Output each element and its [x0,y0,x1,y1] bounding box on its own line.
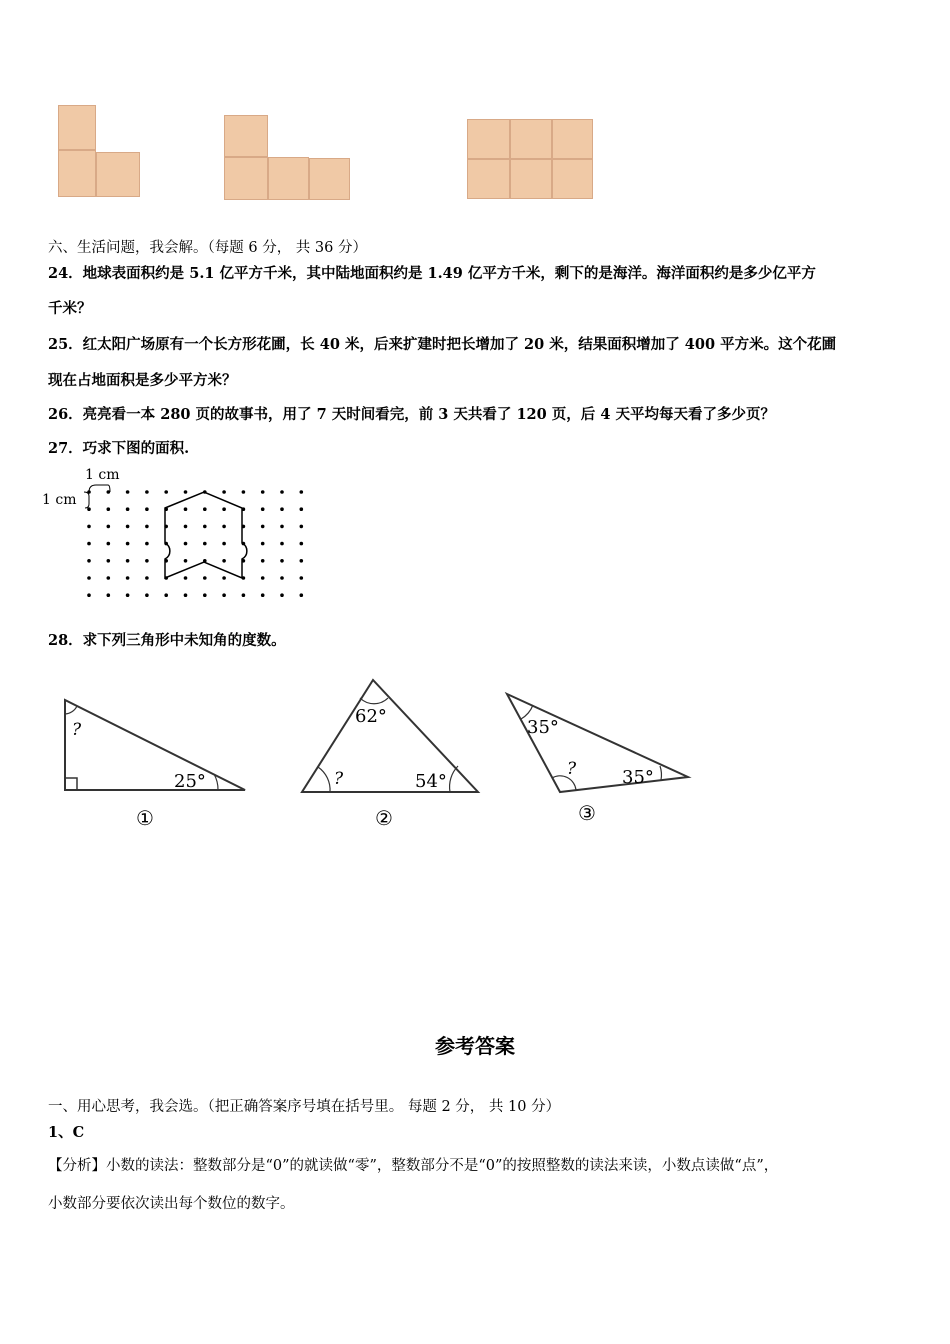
square [467,119,510,159]
unknown-angle-1: ? [72,720,82,740]
grid-dot [107,576,111,580]
analysis-line1: 【分析】小数的读法：整数部分是“0”的就读做“零”，整数部分不是“0”的按照整数的读法来读，小数点读做“点”， [48,1158,779,1174]
grid-dot [126,593,130,597]
grid-dot [87,507,91,511]
grid-dot [300,593,304,597]
square [58,150,96,197]
grid-dot [261,507,265,511]
grid-dot [222,559,226,563]
known-angle-1: 25° [174,771,206,792]
square [58,105,96,150]
grid-dot [280,559,284,563]
grid-dot [203,525,207,529]
grid-dot [107,525,111,529]
grid-dot [300,542,304,546]
triangle-2-label: ② [375,806,393,830]
grid-dot [126,542,130,546]
question-25-line2: 现在占地面积是多少平方米？ [48,372,237,389]
grid-dot [222,593,226,597]
square [552,119,593,159]
grid-dot [300,559,304,563]
grid-dot [145,542,149,546]
unknown-angle-3: ? [567,759,577,779]
answers-title: 参考答案 [435,1034,515,1058]
answers-section-heading: 一、用心思考，我会选。（把正确答案序号填在括号里。 每题 2 分， 共 10 分） [48,1099,561,1115]
grid-dot [203,507,207,511]
grid-dot [145,507,149,511]
grid-dot [280,593,284,597]
grid-dot [87,490,91,494]
square [96,152,140,197]
grid-dot [203,593,207,597]
grid-dot [222,507,226,511]
grid-dot [222,490,226,494]
triangle-2 [302,680,478,830]
grid-dot [280,576,284,580]
grid-dot [184,507,188,511]
grid-dot [300,576,304,580]
grid-dot [184,542,188,546]
grid-dot [107,593,111,597]
grid-dot [87,525,91,529]
grid-dot [222,576,226,580]
grid-dot [184,559,188,563]
grid-dot [203,542,207,546]
square [552,159,593,199]
grid-dot [184,525,188,529]
grid-dot [145,593,149,597]
grid-dot [222,525,226,529]
unit-label-horizontal: 1 cm [85,467,120,483]
triangles-figure [0,670,720,839]
analysis-line2: 小数部分要依次读出每个数位的数字。 [48,1196,295,1212]
grid-dot [184,593,188,597]
question-24-line1: 24．地球表面积约是 5.1 亿平方千米，其中陆地面积约是 1.49 亿平方千米，剩下的是海洋。海洋面积约是多少亿平方 [48,265,816,282]
grid-dot [280,525,284,529]
grid-dot [261,525,265,529]
grid-dot [261,542,265,546]
grid-dot [280,507,284,511]
grid-dot [242,593,246,597]
grid-dot [126,525,130,529]
square [467,159,510,199]
grid-dot [242,490,246,494]
question-24-line2: 千米？ [48,300,92,317]
grid-dot [87,593,91,597]
grid-dot [145,490,149,494]
answer-1: 1、C [48,1124,85,1141]
grid-dot [300,507,304,511]
grid-dot [87,576,91,580]
grid-dot [300,490,304,494]
unit-label-vertical: 1 cm [42,492,77,508]
top-angle-2: 62° [355,706,387,727]
triangle-1-label: ① [136,806,154,830]
square [309,158,350,200]
unknown-angle-2: ? [334,769,344,789]
triangle-3 [507,694,688,825]
right-angle-3: 35° [622,767,654,788]
grid-dot [126,507,130,511]
grid-dot [107,507,111,511]
grid-dot [87,542,91,546]
dot-grid-figure [40,460,340,609]
grid-dot [261,559,265,563]
grid-dot [107,542,111,546]
grid-dot [184,490,188,494]
section-heading: 六、生活问题，我会解。（每题 6 分， 共 36 分） [48,240,367,256]
square [224,115,268,157]
square [224,157,268,200]
grid-dot [261,490,265,494]
question-27: 27．巧求下图的面积. [48,440,190,457]
grid-dot [145,525,149,529]
grid-dot [145,576,149,580]
grid-dot [203,576,207,580]
question-25-line1: 25．红太阳广场原有一个长方形花圃，长 40 米，后来扩建时把长增加了 20 米，结果面积增加了 400 平方米。这个花圃 [48,336,837,353]
grid-dot [126,490,130,494]
grid-dot [164,593,168,597]
question-28: 28．求下列三角形中未知角的度数。 [48,632,286,649]
grid-dot [164,490,168,494]
grid-dot [126,576,130,580]
grid-dot [280,542,284,546]
question-26: 26．亮亮看一本 280 页的故事书，用了 7 天时间看完，前 3 天共看了 120 页，后 4 天平均每天看了多少页？ [48,406,775,423]
left-angle-3: 35° [527,717,559,738]
right-angle-2: 54° [415,771,447,792]
triangle-3-label: ③ [578,801,596,825]
grid-dot [280,490,284,494]
grid-dot [300,525,304,529]
grid-dot [222,542,226,546]
triangle-1 [65,700,245,830]
grid-dot [261,576,265,580]
grid-dot [107,559,111,563]
square [268,157,309,200]
grid-dot [107,490,111,494]
grid-dot [126,559,130,563]
grid-dot [184,576,188,580]
grid-dot [145,559,149,563]
grid-dot [87,559,91,563]
square [510,119,552,159]
grid-dot [261,593,265,597]
square [510,159,552,199]
